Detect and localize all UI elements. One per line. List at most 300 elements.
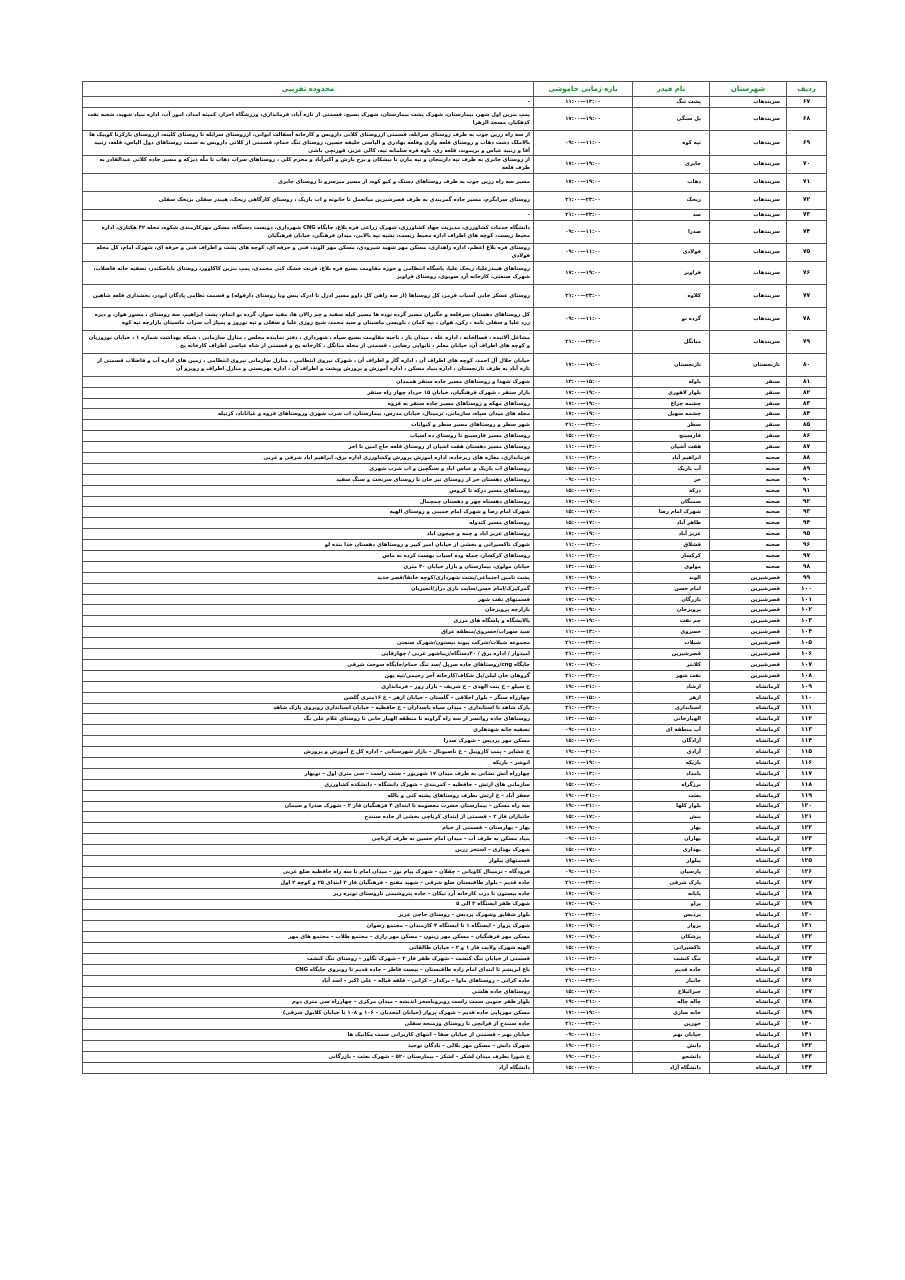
table-row <box>83 616 827 627</box>
row-number: ۱۲۸ <box>787 888 827 899</box>
table-row <box>83 953 827 964</box>
row-number: ۱۱۲ <box>787 714 827 725</box>
city-cell: کرمانشاه <box>710 975 787 986</box>
time-cell: ۱۷:۰۰—۱۹:۰۰ <box>534 572 633 583</box>
city-cell: قصرشیرین <box>710 627 787 638</box>
time-cell: ۱۹:۰۰—۲۱:۰۰ <box>534 747 633 758</box>
row-number: ۱۴۱ <box>787 1030 827 1041</box>
area-cell: روستاهای عزیز اباد و چمه و چیچون اباد <box>83 529 534 540</box>
feeder-cell: پردیس <box>633 910 710 921</box>
city-cell: کرمانشاه <box>710 910 787 921</box>
area-cell: مسکن مهرپاپی جاده قدیم – شهرک پرواز (خیابان امجدیان – ۱۰۶ و ۱۰۸ تا خیابان کلابول شرقی) <box>83 1008 534 1019</box>
row-number: ۱۳۷ <box>787 986 827 997</box>
row-number: ۱۰۹ <box>787 681 827 692</box>
feeder-cell: آزادگان <box>633 736 710 747</box>
city-cell: کرمانشاه <box>710 747 787 758</box>
table-row <box>83 681 827 692</box>
table-row <box>83 725 827 736</box>
time-cell: ۱۷:۰۰—۱۹:۰۰ <box>534 155 633 173</box>
city-cell: کرمانشاه <box>710 768 787 779</box>
feeder-cell: بلوار لاهوری <box>633 387 710 398</box>
row-number: ۸۸ <box>787 453 827 464</box>
table-row <box>83 442 827 453</box>
area-cell: خ شورا بطرف میدان لشکر – لشکر – بیمارستان ۵۲۰ – شهرک بعثت – بازرگانی <box>83 1052 534 1063</box>
time-cell: ۱۷:۰۰—۱۹:۰۰ <box>534 659 633 670</box>
row-number: ۱۰۷ <box>787 659 827 670</box>
city-cell: قصرشیرین <box>710 583 787 594</box>
feeder-cell: بلوار کلها <box>633 801 710 812</box>
table-row <box>83 1019 827 1030</box>
table-row <box>83 307 827 330</box>
feeder-cell: بنش <box>633 812 710 823</box>
time-cell: ۱۵:۰۰—۱۷:۰۰ <box>534 431 633 442</box>
feeder-cell: برزگراه <box>633 779 710 790</box>
time-cell: ۱۹:۰۰—۲۱:۰۰ <box>534 1052 633 1063</box>
city-cell: سنقر <box>710 409 787 420</box>
row-number: ۱۱۱ <box>787 703 827 714</box>
area-cell: جایگاه cng/روستاهای جاده سرپل /سد تنگ حمام/جایگاه سوخت شرقی <box>83 659 534 670</box>
table-row <box>83 130 827 155</box>
time-cell: ۱۵:۰۰—۱۷:۰۰ <box>534 779 633 790</box>
row-number: ۹۴ <box>787 518 827 529</box>
row-number: ۱۲۵ <box>787 855 827 866</box>
row-number: ۱۱۹ <box>787 790 827 801</box>
area-cell: مسیر سه راه زرین جوب به طرف روستاهای دستک و کیو کوه، از مسیر میرسرو تا روستای جابری <box>83 173 534 191</box>
row-number: ۹۰ <box>787 474 827 485</box>
area-cell: فرمانداری، مغازه های زیرجاده، اداره اموزش پرورش وکشاورزی اداره برق، ابراهیم اباد شرقی و غربی <box>83 453 534 464</box>
row-number: ۱۳۹ <box>787 1008 827 1019</box>
area-cell: دانشگاه آزاد <box>83 1062 534 1073</box>
feeder-cell: آب منطقه ای <box>633 725 710 736</box>
feeder-cell: پایانه <box>633 888 710 899</box>
area-cell: مسکن مهر فرهنگیان – مسکن مهر زینون – مسکن مهر رازی – مجتمع طلاب – مجتمع های مهر <box>83 932 534 943</box>
city-cell: کرمانشاه <box>710 736 787 747</box>
city-cell: قصرشیرین <box>710 605 787 616</box>
table-row <box>83 529 827 540</box>
table-row <box>83 964 827 975</box>
time-cell: ۱۷:۰۰—۱۹:۰۰ <box>534 529 633 540</box>
city-cell: کرمانشاه <box>710 1062 787 1073</box>
table-row <box>83 703 827 714</box>
area-cell: قسمتهای بیلوار <box>83 855 534 866</box>
time-cell: ۱۷:۰۰—۱۹:۰۰ <box>534 353 633 376</box>
feeder-cell: حر <box>633 474 710 485</box>
row-number: ۱۰۸ <box>787 670 827 681</box>
time-cell: ۱۷:۰۰—۱۹:۰۰ <box>534 1008 633 1019</box>
time-cell: ۱۷:۰۰—۱۹:۰۰ <box>534 757 633 768</box>
area-cell: کل روستاهای دهستان سرقلعه و جگیران مسیر گرده نوده ها مسیر کیله سفید و چم زالان ها، مفید سوار، گرده نو اتمام، پشت ابراهیم، سه روستای ، مسور هوار، و دیره زرد علیا و سفلی نامه ، رکن، هوان ، تپه کمان ، باویسی ماسیتان و سید محمد، شیخ روزی علیا و سفلی و تپه نوروز و پمپاژ آب سراب ماسیتان بازارچه تپه کوه <box>83 307 534 330</box>
city-cell: کرمانشاه <box>710 725 787 736</box>
table-row <box>83 659 827 670</box>
row-number: ۹۸ <box>787 561 827 572</box>
table-row <box>83 330 827 353</box>
row-number: ۷۲ <box>787 191 827 209</box>
feeder-cell: الهیارخانی <box>633 714 710 725</box>
row-number: ۱۳۶ <box>787 975 827 986</box>
row-number: ۱۰۱ <box>787 594 827 605</box>
area-cell: جاده کرانی – روستاهای ماوا – برکدار – کرانی – قلقه قیاله – علی اکبر – اسد آباد <box>83 975 534 986</box>
area-cell: روستاهای مسیر درکه تا کروس <box>83 485 534 496</box>
table-row <box>83 1062 827 1073</box>
city-cell: سربندهاب <box>710 173 787 191</box>
feeder-cell: هفت آشیان <box>633 442 710 453</box>
row-number: ۱۰۴ <box>787 627 827 638</box>
row-number: ۷۵ <box>787 243 827 261</box>
area-cell: روستاهای جاده روانسر از سه راه گراونه تا منطقه الهیار خانی تا روستای غلام علی بگ <box>83 714 534 725</box>
area-cell: جاده بیستون تا درب کارخانه آرد نیکان – جاده پتروشیمی تاروستای نوبره ریز <box>83 888 534 899</box>
table-row <box>83 474 827 485</box>
row-number: ۱۲۹ <box>787 899 827 910</box>
feeder-cell: بازرگان <box>633 594 710 605</box>
feeder-cell: امام حسن <box>633 583 710 594</box>
feeder-cell: ابراهیم آباد <box>633 453 710 464</box>
area-cell: بازار ستقر ، شهرک فرهنگیان، خیابان ۱۵ خرداد چهار راه ستقر <box>83 387 534 398</box>
city-cell: کرمانشاه <box>710 1008 787 1019</box>
feeder-cell: سمنگان <box>633 496 710 507</box>
city-cell: کرمانشاه <box>710 855 787 866</box>
row-number: ۱۱۶ <box>787 757 827 768</box>
row-number: ۶۸ <box>787 107 827 130</box>
time-cell: ۰۹:۰۰—۱۱:۰۰ <box>534 834 633 845</box>
table-row <box>83 779 827 790</box>
area-cell: روستاهای هیبدرعلیا، ریخک علیا، پاسگاه انتظامی و حوزه مقاومت بسیج فره بلاغ، قرنت خشک کنی محمدی، پمپ بنزین کاکاوور، روستای باباسکندر، تصفیه خانه فاضلاب، شهرک صنعتی، کارخانه آرد صوبوی، روستای فراویز <box>83 261 534 284</box>
time-cell: ۱۳:۰۰—۱۵:۰۰ <box>534 692 633 703</box>
header-city: شهرستان <box>710 82 787 97</box>
city-cell: کرمانشاه <box>710 834 787 845</box>
row-number: ۹۶ <box>787 540 827 551</box>
row-number: ۸۲ <box>787 387 827 398</box>
time-cell: ۲۱:۰۰—۲۳:۰۰ <box>534 638 633 649</box>
row-number: ۹۱ <box>787 485 827 496</box>
feeder-cell: بهاران <box>633 834 710 845</box>
header-row <box>83 82 827 97</box>
feeder-cell: آزادی <box>633 747 710 758</box>
feeder-cell: بهار <box>633 823 710 834</box>
table-row <box>83 209 827 220</box>
time-cell: ۱۷:۰۰—۱۹:۰۰ <box>534 932 633 943</box>
area-cell: بازارچه پرویزخان <box>83 605 534 616</box>
city-cell: قصرشیرین <box>710 670 787 681</box>
row-number: ۹۷ <box>787 551 827 562</box>
city-cell: کرمانشاه <box>710 714 787 725</box>
time-cell: ۱۷:۰۰—۱۹:۰۰ <box>534 398 633 409</box>
row-number: ۱۴۲ <box>787 1041 827 1052</box>
time-cell: ۱۷:۰۰—۱۹:۰۰ <box>534 899 633 910</box>
city-cell: سربندهاب <box>710 97 787 108</box>
area-cell: روستای عسکر خانی آسیاب قرمز، کل روستاها (از سه راهی کل داوو مسیر ادرل تا ادرک بنس وبا روستای دارقوله) و قسمت نظامی پادگان ابوذر، بخشداری قلعه شاهین <box>83 284 534 307</box>
area-cell: سه راه مسکن – بیمارستان حضرت معصومه تا ابتدای ۴ فرهنگیان فاز ۲ – شهرک صدرا و سیمان <box>83 801 534 812</box>
area-cell: روستای سرابگرم، مسیر جاده گمربندی به طرف قصرشیرین میانعمل تا خانوته و اب باریک ، روستای کارگاهی ریخک، هیبدر سفلی بریخک سفلی <box>83 191 534 209</box>
area-cell: جاده سنندج از قرانچی تا روستای ورمنجه سفلی <box>83 1019 534 1030</box>
feeder-cell: شهرک امام رضا <box>633 507 710 518</box>
city-cell: سربندهاب <box>710 130 787 155</box>
time-cell: ۲۱:۰۰—۲۳:۰۰ <box>534 330 633 353</box>
time-cell: ۱۷:۰۰—۱۹:۰۰ <box>534 605 633 616</box>
table-row <box>83 888 827 899</box>
area-cell: شهرک امام رضا و شهرک امام خمینی و روستای الهیه <box>83 507 534 518</box>
feeder-cell: کلانتر <box>633 659 710 670</box>
feeder-cell: چاله چاله <box>633 997 710 1008</box>
time-cell: ۱۷:۰۰—۱۹:۰۰ <box>534 387 633 398</box>
feeder-cell: صدرا <box>633 220 710 243</box>
time-cell: ۱۷:۰۰—۱۹:۰۰ <box>534 921 633 932</box>
table-row <box>83 627 827 638</box>
time-cell: ۰۹:۰۰—۱۱:۰۰ <box>534 307 633 330</box>
table-body <box>83 97 827 1074</box>
city-cell: کرمانشاه <box>710 877 787 888</box>
row-number: ۱۳۳ <box>787 943 827 954</box>
time-cell: ۲۱:۰۰—۲۳:۰۰ <box>534 910 633 921</box>
table-row <box>83 220 827 243</box>
city-cell: صحنه <box>710 507 787 518</box>
table-row <box>83 353 827 376</box>
row-number: ۷۱ <box>787 173 827 191</box>
time-cell: ۱۵:۰۰—۱۷:۰۰ <box>534 518 633 529</box>
city-cell: کرمانشاه <box>710 888 787 899</box>
area-cell: روستاهای جاده هلشی <box>83 986 534 997</box>
feeder-cell: باوله <box>633 376 710 387</box>
city-cell: سربندهاب <box>710 191 787 209</box>
feeder-cell: شیلات <box>633 638 710 649</box>
area-cell: قسمتهای نفت شهر <box>83 594 534 605</box>
area-cell: پمپ بنزین اول شهر، بیمارستان، شهرک پشت بیمارستان، شهرک بسیج، قسمتی از تازه آباد، فرمانداری، ورزشگاه احرار، کمیته امداد، امور آب، اداره بنیاد شهید، شعبه نفت کدهکبار، مسجد الزهرا <box>83 107 534 130</box>
city-cell: سربندهاب <box>710 155 787 173</box>
row-number: ۱۰۳ <box>787 616 827 627</box>
time-cell: ۰۹:۰۰—۱۱:۰۰ <box>534 725 633 736</box>
row-number: ۸۵ <box>787 420 827 431</box>
table-row <box>83 1052 827 1063</box>
feeder-cell: فراویز <box>633 261 710 284</box>
city-cell: کرمانشاه <box>710 932 787 943</box>
table-row <box>83 649 827 660</box>
area-cell: الهیه شهرک ولایت فاز ۱ و ۲ – خیابان طالقانی <box>83 943 534 954</box>
time-cell: ۱۷:۰۰—۱۹:۰۰ <box>534 888 633 899</box>
table-row <box>83 866 827 877</box>
table-row <box>83 431 827 442</box>
area-cell: خیابان مولوی، بیمارستان و بازار خیابان ۴۰ متری <box>83 561 534 572</box>
feeder-cell: پرویزخان <box>633 605 710 616</box>
row-number: ۱۱۷ <box>787 768 827 779</box>
table-row <box>83 463 827 474</box>
city-cell: قصرشیرین <box>710 594 787 605</box>
area-cell: جعفر آباد – خ ارتش بطرف روستاهای پشته کنی و بالله <box>83 790 534 801</box>
table-row <box>83 834 827 845</box>
area-cell: شهر سطر و روستاهای مسیر سطر و کیوانات <box>83 420 534 431</box>
row-number: ۱۲۷ <box>787 877 827 888</box>
area-cell: خیابان جلال آل احمد، کوچه های اطراف آن ، اداره گاز و اطراف آن ، شهرک نیروی انتظامی ، منازل سازمانی نیروی انتظامی ، زمین های اداره آب و فاضلاب قسمتی از تازه آباد به طرف تازنجستان ، اداره بنیاد مسکن ، اداره آموزش و پرورش وپشت و اطراف آن ، اداره بهزیستی و منازل اطراف و روبرو آن <box>83 353 534 376</box>
city-cell: کرمانشاه <box>710 681 787 692</box>
area-cell: شهرک بهداری – استخر زرین <box>83 845 534 856</box>
city-cell: سنقر <box>710 376 787 387</box>
row-number: ۱۰۰ <box>787 583 827 594</box>
city-cell: تازنجستان <box>710 353 787 376</box>
area-cell: باغ ابریشم تا ابتدای امام زاده طاقبستان – بیست فاطر – جاده قدیم تا روبروی جایگاه CNG <box>83 964 534 975</box>
row-number: ۱۴۰ <box>787 1019 827 1030</box>
time-cell: ۱۵:۰۰—۱۷:۰۰ <box>534 485 633 496</box>
table-row <box>83 284 827 307</box>
feeder-cell: پارسیان <box>633 866 710 877</box>
time-cell: ۱۵:۰۰—۱۷:۰۰ <box>534 736 633 747</box>
row-number: ۱۳۵ <box>787 964 827 975</box>
row-number: ۱۲۰ <box>787 801 827 812</box>
city-cell: سربندهاب <box>710 284 787 307</box>
row-number: ۶۹ <box>787 130 827 155</box>
feeder-cell: ریخک <box>633 191 710 209</box>
area-cell: شهرک تاکسیرانی و بخشی از خیابان امیر کبیر و روستاهای دهستان خدا بنده لو <box>83 540 534 551</box>
header-row-no: ردیف <box>787 82 827 97</box>
time-cell: ۰۹:۰۰—۱۱:۰۰ <box>534 474 633 485</box>
row-number: ۱۳۲ <box>787 932 827 943</box>
time-cell: ۲۱:۰۰—۲۳:۰۰ <box>534 649 633 660</box>
city-cell: کرمانشاه <box>710 779 787 790</box>
row-number: ۹۳ <box>787 507 827 518</box>
feeder-cell: باریکه <box>633 757 710 768</box>
table-row <box>83 714 827 725</box>
table-row <box>83 420 827 431</box>
row-number: ۸۴ <box>787 409 827 420</box>
area-cell: سید سهراب/خسروی/منطقه عراق <box>83 627 534 638</box>
table-row <box>83 387 827 398</box>
time-cell: ۰۹:۰۰—۱۱:۰۰ <box>534 1030 633 1041</box>
feeder-cell: ذهاب <box>633 173 710 191</box>
table-row <box>83 975 827 986</box>
table-row <box>83 409 827 420</box>
feeder-cell: پراو <box>633 899 710 910</box>
feeder-cell: پشت تنگ <box>633 97 710 108</box>
outage-schedule-sheet <box>82 81 827 1074</box>
time-cell: ۱۹:۰۰—۲۱:۰۰ <box>534 1041 633 1052</box>
table-row <box>83 1041 827 1052</box>
city-cell: سنقر <box>710 398 787 409</box>
row-number: ۱۳۴ <box>787 953 827 964</box>
table-row <box>83 638 827 649</box>
feeder-cell: بیلوار <box>633 855 710 866</box>
time-cell: ۱۷:۰۰—۱۹:۰۰ <box>534 107 633 130</box>
row-number: ۱۲۱ <box>787 812 827 823</box>
time-cell: ۲۱:۰۰—۲۳:۰۰ <box>534 975 633 986</box>
city-cell: سنقر <box>710 442 787 453</box>
table-row <box>83 997 827 1008</box>
feeder-cell: گرده نو <box>633 307 710 330</box>
time-cell: ۲۱:۰۰—۲۳:۰۰ <box>534 583 633 594</box>
time-cell: ۱۵:۰۰—۱۷:۰۰ <box>534 845 633 856</box>
time-cell: ۱۱:۰۰—۱۳:۰۰ <box>534 627 633 638</box>
feeder-cell: جاده قدیم <box>633 964 710 975</box>
city-cell: قصرشیرین <box>710 659 787 670</box>
feeder-cell: تپه کوه <box>633 130 710 155</box>
city-cell: کرمانشاه <box>710 921 787 932</box>
header-area: محدوده تقریبی <box>83 82 534 97</box>
city-cell: کرمانشاه <box>710 997 787 1008</box>
city-cell: صحنه <box>710 551 787 562</box>
row-number: ۹۲ <box>787 496 827 507</box>
table-row <box>83 453 827 464</box>
feeder-cell: آب باریک <box>633 463 710 474</box>
time-cell: ۱۹:۰۰—۲۱:۰۰ <box>534 801 633 812</box>
feeder-cell: سد <box>633 209 710 220</box>
area-cell: خ عشایر – پمپ کازوییل – خ ناصیونال – بازار شهرستانی – اداره کل خ آموزش و پرورش <box>83 747 534 758</box>
row-number: ۱۳۱ <box>787 921 827 932</box>
row-number: ۱۱۴ <box>787 736 827 747</box>
area-cell: شهرک ظفر ایستگاه ۳ الی ۵ <box>83 899 534 910</box>
table-row <box>83 155 827 173</box>
city-cell: کرمانشاه <box>710 823 787 834</box>
feeder-cell: چشمه چراغ <box>633 398 710 409</box>
feeder-cell: بهداری <box>633 845 710 856</box>
feeder-cell: خانه سازی <box>633 1008 710 1019</box>
feeder-cell: جابری <box>633 155 710 173</box>
table-row <box>83 768 827 779</box>
row-number: ۶۷ <box>787 97 827 108</box>
feeder-cell: ازهر <box>633 692 710 703</box>
area-cell: بلوار شقایق وشهرک پردیس – روستای حاجی عزیز <box>83 910 534 921</box>
time-cell: ۱۷:۰۰—۱۹:۰۰ <box>534 173 633 191</box>
table-row <box>83 540 827 551</box>
area-cell: پارک شاهد تا استانداری – میدان سپاه پاسداران – خ حافظیه – خیابان استانداری روبروی پارک شاهد <box>83 703 534 714</box>
time-cell: ۲۱:۰۰—۲۳:۰۰ <box>534 1019 633 1030</box>
feeder-cell: خسروی <box>633 627 710 638</box>
row-number: ۱۰۵ <box>787 638 827 649</box>
time-cell: ۰۹:۰۰—۱۱:۰۰ <box>534 866 633 877</box>
time-cell: ۲۱:۰۰—۲۳:۰۰ <box>534 670 633 681</box>
time-cell: ۱۵:۰۰—۱۷:۰۰ <box>534 812 633 823</box>
feeder-cell: پل سنگی <box>633 107 710 130</box>
feeder-cell: چشمه سهیل <box>633 409 710 420</box>
table-row <box>83 1030 827 1041</box>
table-row <box>83 790 827 801</box>
row-number: ۱۲۳ <box>787 834 827 845</box>
area-cell: جانبازان فاز ۲ – قسمتی از ابتدای کرناچی بخشی از جاده سنندج <box>83 812 534 823</box>
time-cell: ۱۹:۰۰—۲۱:۰۰ <box>534 997 633 1008</box>
feeder-cell: استانداری <box>633 703 710 714</box>
row-number: ۸۶ <box>787 431 827 442</box>
feeder-cell: طاهر آباد <box>633 518 710 529</box>
time-cell: ۱۷:۰۰—۱۹:۰۰ <box>534 261 633 284</box>
time-cell: ۲۱:۰۰—۲۳:۰۰ <box>534 191 633 209</box>
row-number: ۱۰۶ <box>787 649 827 660</box>
feeder-cell: نفت شهر <box>633 670 710 681</box>
feeder-cell: کرکسار <box>633 551 710 562</box>
area-cell: خیابان نهم – قسمتی از خیابان صفا – انتهای کاربرانی سمت مکانیک ها <box>83 1030 534 1041</box>
feeder-cell: خورین <box>633 1019 710 1030</box>
feeder-cell: الوند <box>633 572 710 583</box>
city-cell: سربندهاب <box>710 209 787 220</box>
feeder-cell: سطر <box>633 420 710 431</box>
area-cell: روستاهای مسیر کندوله <box>83 518 534 529</box>
feeder-cell: بامداد <box>633 768 710 779</box>
time-cell: ۱۱:۰۰—۱۳:۰۰ <box>534 768 633 779</box>
city-cell: قصرشیرین <box>710 638 787 649</box>
feeder-cell: تنگ کنشت <box>633 953 710 964</box>
city-cell: صحنه <box>710 474 787 485</box>
time-cell: ۱۷:۰۰—۱۹:۰۰ <box>534 823 633 834</box>
area-cell: از روستای جابری به طرف تپه دارینجان و تپه مارن تا بیشکان و برج بارش و اکبرآباد و محرم کلی ، روستاهای سراب ذهاب تا ملّه دیزکه و مسیر جاده کلاتی عبدالقادر به طرف قلعه <box>83 155 534 173</box>
area-cell: روستاهای اب باریک و عباس اباد و سنگچین و اب شرب شهری <box>83 463 534 474</box>
time-cell: ۱۳:۰۰—۱۵:۰۰ <box>534 561 633 572</box>
time-cell: ۱۷:۰۰—۱۹:۰۰ <box>534 409 633 420</box>
table-row <box>83 845 827 856</box>
table-row <box>83 736 827 747</box>
area-cell: گروهان خان لیلی/پل شکاف/کارخانه آجر رحیمی/تپه پهن <box>83 670 534 681</box>
table-row <box>83 551 827 562</box>
city-cell: صحنه <box>710 561 787 572</box>
header-time: بازه زمانی خاموشی <box>534 82 633 97</box>
area-cell: روستاهای مهکه و روستاهای مسیر جاده ستقر به قروه <box>83 398 534 409</box>
table-row <box>83 986 827 997</box>
feeder-cell: فولادی <box>633 243 710 261</box>
feeder-cell: درکه <box>633 485 710 496</box>
city-cell: سنقر <box>710 387 787 398</box>
